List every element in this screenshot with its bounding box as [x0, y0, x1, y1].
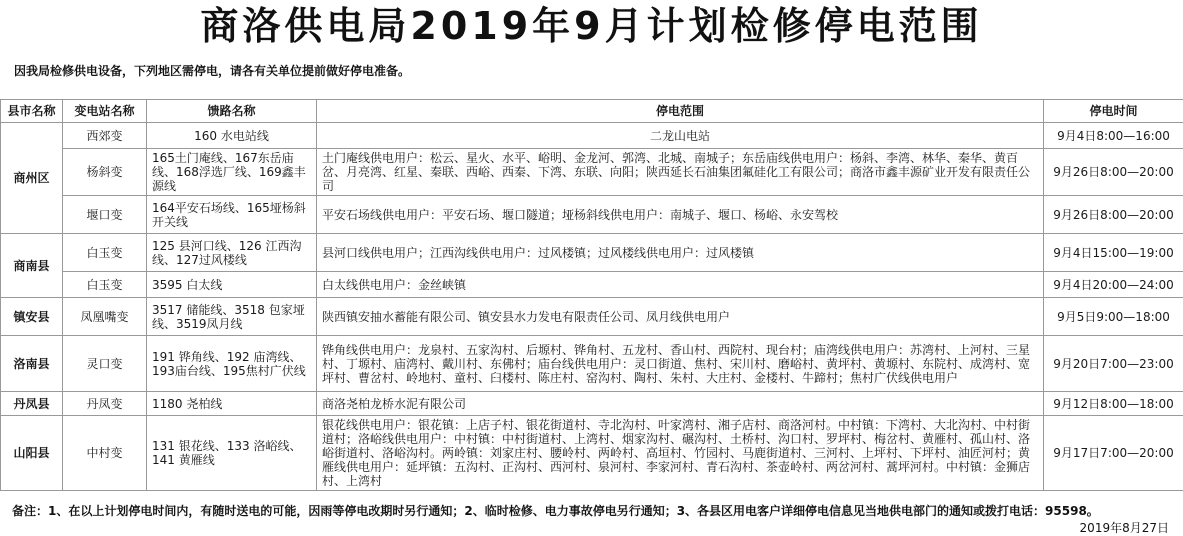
- scope-cell: 银花线供电用户：银花镇：上店子村、银花街道村、寺北沟村、叶家湾村、湘子店村、商洛河村。中村镇：下湾村、大北沟村、中村街道村；洛峪线供电用户：中村镇：中村街道村、上湾村、烟家沟村、碾沟村、土桥村、沟口村、罗坪村、梅岔村、黄雁村、孤山村、洛峪街道村、洛峪沟村。两岭镇：刘家庄村、腰岭村、两岭村、高垣村、竹园村、马鹿街道村、三河村、上坪村、下坪村、油匠河村；黄雁线供电用户：延坪镇：五沟村、正沟村、西河村、泉河村、李家河村、青石沟村、茶壶岭村、两岔河村、蒿坪河村。中村镇：金狮店村、上湾村: [317, 416, 1044, 491]
- county-cell: 洛南县: [1, 336, 63, 392]
- footer-date: 2019年8月27日: [1080, 519, 1169, 536]
- header-station: 变电站名称: [63, 100, 147, 123]
- header-scope: 停电范围: [317, 100, 1044, 123]
- table-row: [1, 123, 1183, 149]
- table-row: [1, 416, 1183, 491]
- table-header-row: [1, 100, 1183, 123]
- feeder-cell: 191 铧角线、192 庙湾线、193庙台线、195焦村广伏线: [147, 336, 317, 392]
- feeder-cell: 3595 白太线: [147, 272, 317, 298]
- time-cell: 9月4日15:00—19:00: [1044, 234, 1183, 272]
- table-row: [1, 234, 1183, 272]
- table-row: [1, 149, 1183, 196]
- header-feeder: 馈路名称: [147, 100, 317, 123]
- time-cell: 9月12日8:00—18:00: [1044, 392, 1183, 416]
- station-cell: 堰口变: [63, 196, 147, 234]
- county-cell: 商南县: [1, 234, 63, 298]
- time-cell: 9月17日7:00—20:00: [1044, 416, 1183, 491]
- county-cell: 丹凤县: [1, 392, 63, 416]
- feeder-cell: 165土门庵线、167东岳庙线、168浮选厂线、169鑫丰源线: [147, 149, 317, 196]
- station-cell: 白玉变: [63, 234, 147, 272]
- scope-cell: 二龙山电站: [317, 123, 1044, 149]
- intro-notice: 因我局检修供电设备，下列地区需停电，请各有关单位提前做好停电准备。: [14, 62, 410, 79]
- station-cell: 杨斜变: [63, 149, 147, 196]
- county-cell: 山阳县: [1, 416, 63, 491]
- scope-cell: 县河口线供电用户；江西沟线供电用户：过风楼镇；过风楼线供电用户：过风楼镇: [317, 234, 1044, 272]
- feeder-cell: 164平安石场线、165垭杨斜开关线: [147, 196, 317, 234]
- feeder-cell: 131 银花线、133 洛峪线、141 黄雁线: [147, 416, 317, 491]
- feeder-cell: 3517 储能线、3518 包家垭线、3519凤月线: [147, 298, 317, 336]
- page-title: 商洛供电局2019年9月计划检修停电范围: [0, 0, 1183, 52]
- time-cell: 9月20日7:00—23:00: [1044, 336, 1183, 392]
- footer-note: 备注：1、在以上计划停电时间内，有随时送电的可能，因雨等停电改期时另行通知；2、临时检修、电力事故停电另行通知；3、各县区用电客户详细停电信息见当地供电部门的通知或拨打电话：95598。: [12, 502, 1099, 519]
- station-cell: 白玉变: [63, 272, 147, 298]
- table-row: [1, 196, 1183, 234]
- scope-cell: 土门庵线供电用户：松云、星火、水平、峪明、金龙河、郭湾、北城、南城子；东岳庙线供电用户：杨斜、李湾、林华、秦华、黄百岔、月亮湾、红星、秦联、西峪、西秦、下湾、东联、向阳；陕西延长石油集团氟硅化工有限公司；商洛市鑫丰源矿业开发有限责任公司: [317, 149, 1044, 196]
- outage-table: [0, 99, 1183, 491]
- feeder-cell: 1180 尧柏线: [147, 392, 317, 416]
- station-cell: 西郊变: [63, 123, 147, 149]
- time-cell: 9月26日8:00—20:00: [1044, 149, 1183, 196]
- scope-cell: 平安石场线供电用户：平安石场、堰口隧道；垭杨斜线供电用户：南城子、堰口、杨峪、永安驾校: [317, 196, 1044, 234]
- scope-cell: 商洛尧柏龙桥水泥有限公司: [317, 392, 1044, 416]
- table-row: [1, 272, 1183, 298]
- table-row: [1, 336, 1183, 392]
- table-row: [1, 298, 1183, 336]
- feeder-cell: 160 水电站线: [147, 123, 317, 149]
- scope-cell: 白太线供电用户：金丝峡镇: [317, 272, 1044, 298]
- scope-cell: 陕西镇安抽水蓄能有限公司、镇安县水力发电有限责任公司、凤月线供电用户: [317, 298, 1044, 336]
- county-cell: 商州区: [1, 123, 63, 234]
- time-cell: 9月4日8:00—16:00: [1044, 123, 1183, 149]
- station-cell: 凤凰嘴变: [63, 298, 147, 336]
- station-cell: 灵口变: [63, 336, 147, 392]
- header-time: 停电时间: [1044, 100, 1183, 123]
- scope-cell: 铧角线供电用户：龙泉村、五家沟村、后塬村、铧角村、五龙村、香山村、西院村、现台村；庙湾线供电用户：苏湾村、上河村、三星村、丁塬村、庙湾村、戴川村、东佛村；庙台线供电用户：灵口街道、焦村、宋川村、磨峪村、黄坪村、黄塬村、东院村、成湾村、宽坪村、曹岔村、岭地村、童村、臼楼村、陈庄村、窑沟村、陶村、朱村、大庄村、金楼村、牛蹄村；焦村广伏线供电用户: [317, 336, 1044, 392]
- table-row: [1, 392, 1183, 416]
- station-cell: 丹凤变: [63, 392, 147, 416]
- station-cell: 中村变: [63, 416, 147, 491]
- time-cell: 9月4日20:00—24:00: [1044, 272, 1183, 298]
- county-cell: 镇安县: [1, 298, 63, 336]
- time-cell: 9月26日8:00—20:00: [1044, 196, 1183, 234]
- header-county: 县市名称: [1, 100, 63, 123]
- time-cell: 9月5日9:00—18:00: [1044, 298, 1183, 336]
- feeder-cell: 125 县河口线、126 江西沟线、127过风楼线: [147, 234, 317, 272]
